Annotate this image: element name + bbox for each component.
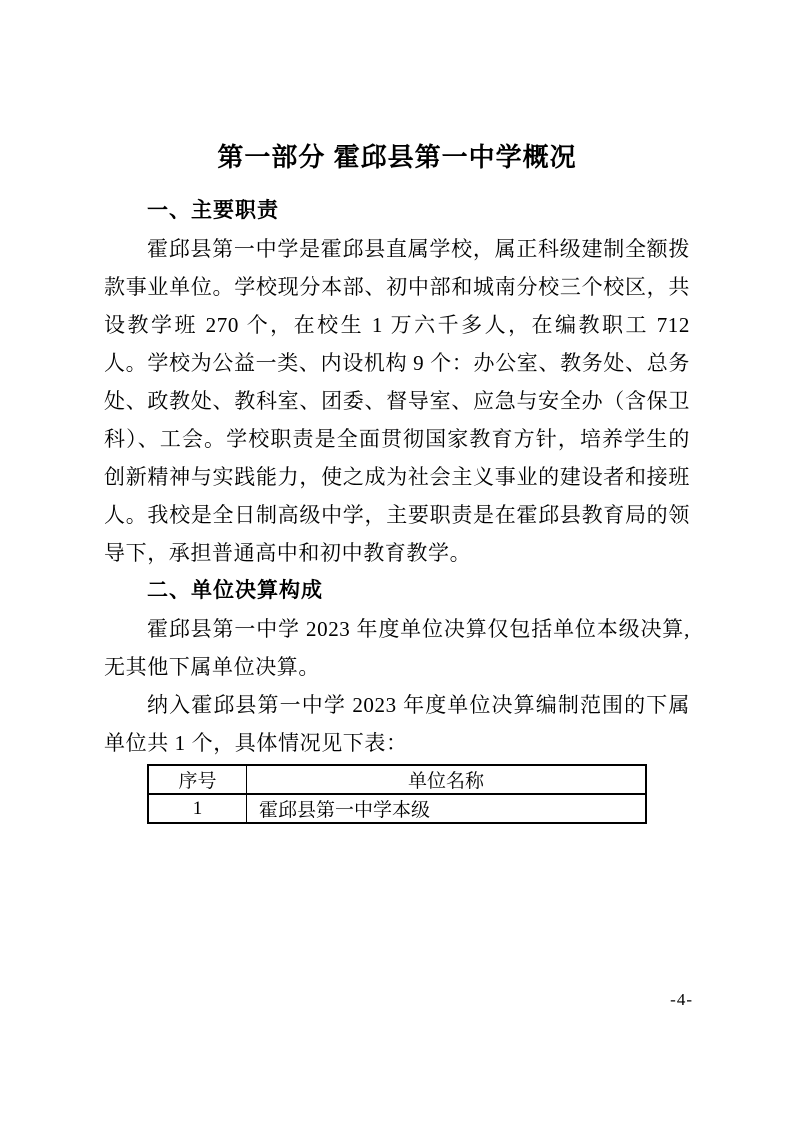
section-1-paragraph-1: 霍邱县第一中学是霍邱县直属学校，属正科级建制全额拨款事业单位。学校现分本部、初中部和城南分校三个校区，共设教学班 270 个，在校生 1 万六千多人，在编教职工 712 人。学校为公益一类、内设机构 9 个：办公室、教务处、总务处、政教处、教科室、团委、督导室、应急与安全办（含保卫科）、工会。学校职责是全面贯彻国家教育方针，培养学生的创新精神与实践能力，使之成为社会主义事业的建设者和接班人。我校是全日制高级中学，主要职责是在霍邱县教育局的领导下，承担普通高中和初中教育教学。	[104, 237, 690, 565]
subordinate-units-table	[147, 764, 647, 824]
table-header-index: 序号	[148, 765, 247, 794]
page-number: -4-	[670, 990, 693, 1009]
section-2-paragraph-1: 霍邱县第一中学 2023 年度单位决算仅包括单位本级决算,无其他下属单位决算。	[104, 617, 690, 679]
table-row	[148, 794, 646, 823]
document-content	[104, 139, 690, 824]
table-header-row	[148, 765, 646, 794]
section-2-paragraph-2: 纳入霍邱县第一中学 2023 年度单位决算编制范围的下属单位共 1 个，具体情况见下表：	[104, 693, 690, 755]
table-header-unit-name: 单位名称	[247, 765, 647, 794]
table-cell-index: 1	[148, 794, 247, 823]
table-cell-unit-name: 霍邱县第一中学本级	[247, 794, 647, 823]
document-title: 第一部分 霍邱县第一中学概况	[217, 142, 577, 172]
section-1-heading: 一、主要职责	[147, 199, 279, 222]
section-2-heading: 二、单位决算构成	[147, 579, 323, 602]
